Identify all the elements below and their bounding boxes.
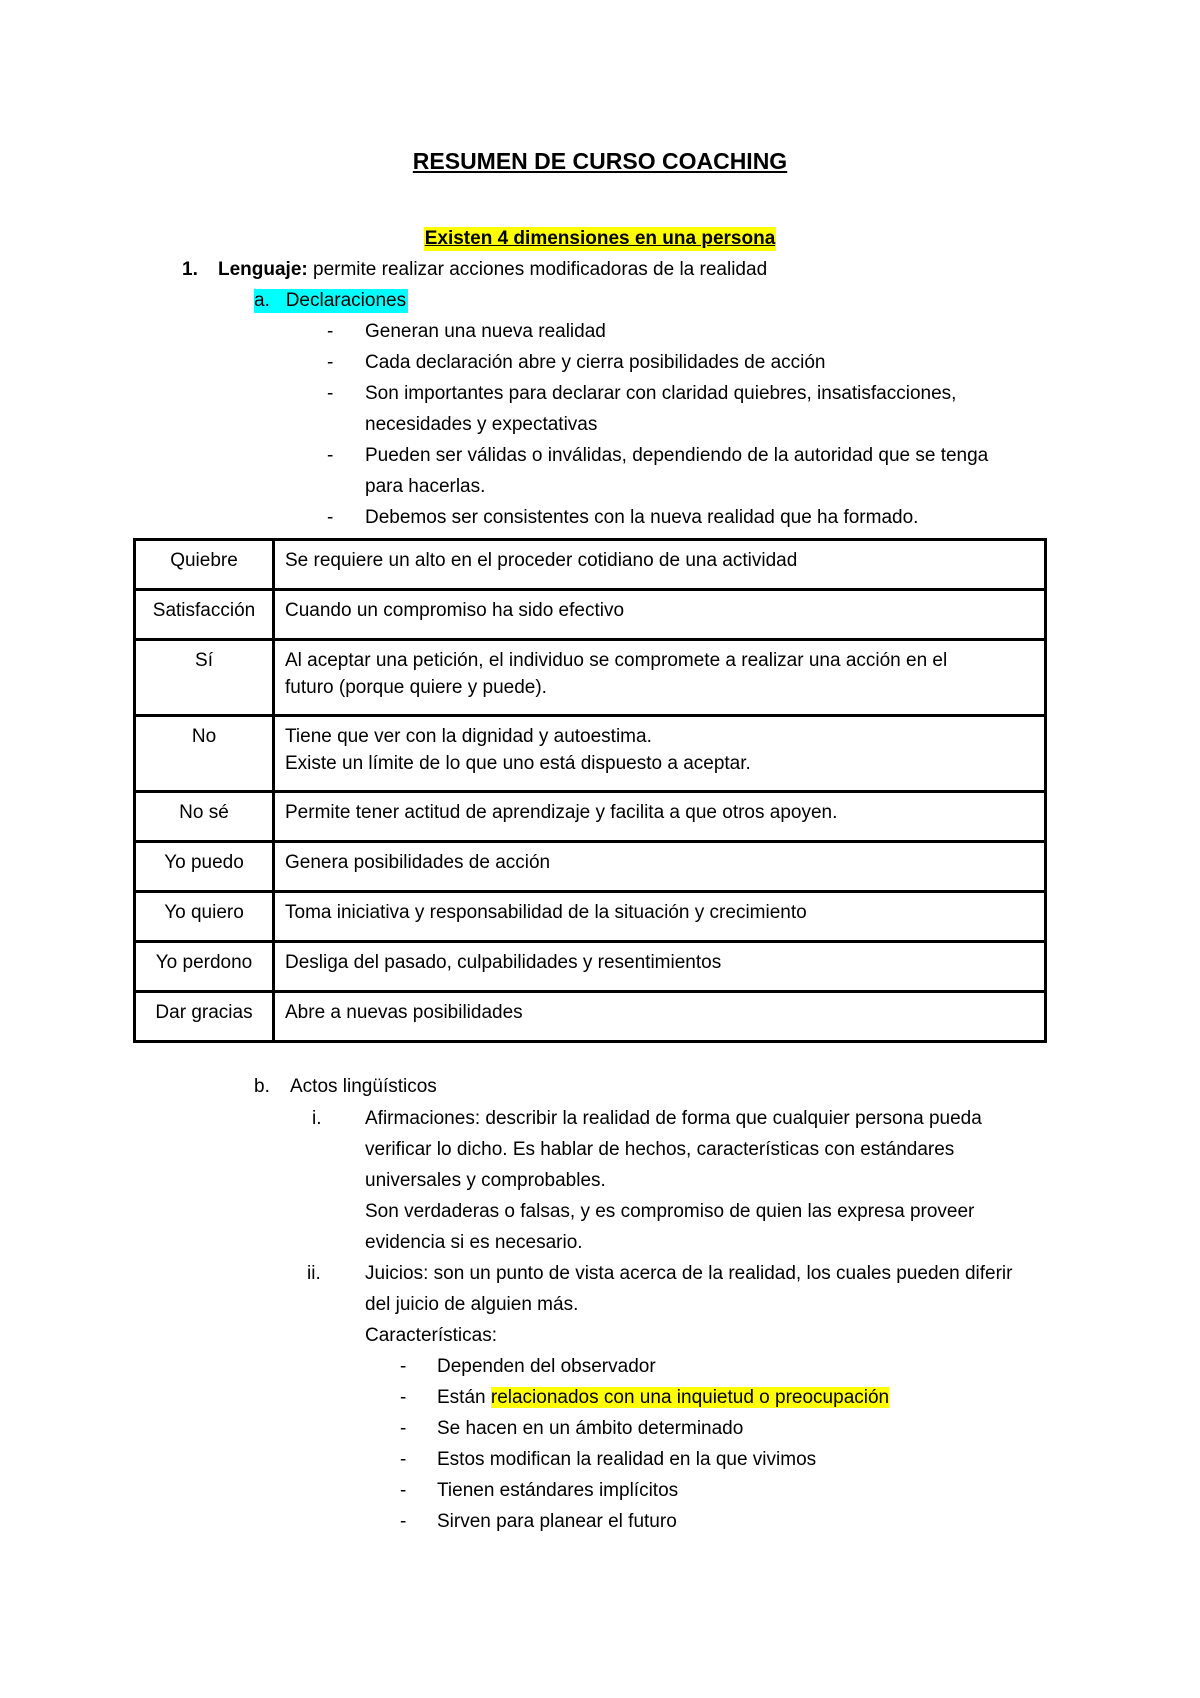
decl-bullet-3: Son importantes para declarar con claridad quiebres, insatisfacciones,	[365, 383, 957, 404]
item-i-line-2: verificar lo dicho. Es hablar de hechos, características con estándares	[365, 1139, 955, 1160]
page-title: RESUMEN DE CURSO COACHING	[412, 148, 788, 174]
table-definition: Genera posibilidades de acción	[274, 842, 1046, 892]
table-term: Quiebre	[135, 540, 274, 590]
juicio-bullet-5: Tienen estándares implícitos	[437, 1480, 679, 1501]
table-term: No sé	[135, 792, 274, 842]
highlight-text: relacionados con una inquietud o preocupación	[490, 1387, 890, 1408]
table-row	[135, 992, 1046, 1042]
item-ii-numeral: ii.	[307, 1263, 321, 1284]
table-row	[135, 540, 1046, 590]
dash-1: -	[327, 321, 334, 342]
decl-bullet-1: Generan una nueva realidad	[365, 321, 606, 342]
table-definition: Al aceptar una petición, el individuo se compromete a realizar una acción en el futuro (porque quiere y puede).	[274, 640, 1046, 716]
table-row	[135, 942, 1046, 992]
dash-j3: -	[400, 1418, 407, 1439]
table-definition: Abre a nuevas posibilidades	[274, 992, 1046, 1042]
item-ii-line-3: Características:	[365, 1325, 497, 1346]
item-i-line-1: Afirmaciones: describir la realidad de forma que cualquier persona pueda	[365, 1108, 982, 1129]
dash-j1: -	[400, 1356, 407, 1377]
table-row	[135, 640, 1046, 716]
table-definition: Desliga del pasado, culpabilidades y resentimientos	[274, 942, 1046, 992]
sub-a-letter: a.	[254, 290, 270, 311]
table-definition: Toma iniciativa y responsabilidad de la situación y crecimiento	[274, 892, 1046, 942]
dash-3: -	[327, 383, 334, 404]
sub-a-label: Declaraciones	[285, 290, 407, 311]
juicio-bullet-3: Se hacen en un ámbito determinado	[437, 1418, 744, 1439]
table-definition: Cuando un compromiso ha sido efectivo	[274, 590, 1046, 640]
section-1-number: 1.	[182, 259, 198, 280]
table-term: Yo quiero	[135, 892, 274, 942]
juicio-bullet-4: Estos modifican la realidad en la que vivimos	[437, 1449, 817, 1470]
sub-b-label: Actos lingüísticos	[290, 1076, 437, 1097]
table-definition: Permite tener actitud de aprendizaje y facilita a que otros apoyen.	[274, 792, 1046, 842]
item-i-line-5: evidencia si es necesario.	[365, 1232, 583, 1253]
decl-bullet-4-cont: para hacerlas.	[365, 476, 486, 497]
table-definition: Se requiere un alto en el proceder cotidiano de una actividad	[274, 540, 1046, 590]
table-row	[135, 842, 1046, 892]
section-1-label: Lenguaje:	[218, 259, 308, 280]
decl-bullet-3-cont: necesidades y expectativas	[365, 414, 598, 435]
table-row	[135, 590, 1046, 640]
juicio-bullet-6: Sirven para planear el futuro	[437, 1511, 677, 1532]
item-ii-line-1: Juicios: son un punto de vista acerca de la realidad, los cuales pueden diferir	[365, 1263, 1013, 1284]
table-term: No	[135, 716, 274, 792]
table-term: Yo puedo	[135, 842, 274, 892]
sub-a-heading	[254, 289, 408, 313]
table-row	[135, 716, 1046, 792]
table-row	[135, 792, 1046, 842]
item-i-line-3: universales y comprobables.	[365, 1170, 606, 1191]
item-i-numeral: i.	[312, 1108, 322, 1129]
item-i-line-4: Son verdaderas o falsas, y es compromiso de quien las expresa proveer	[365, 1201, 975, 1222]
table-definition: Tiene que ver con la dignidad y autoestima. Existe un límite de lo que uno está dispuesto a aceptar.	[274, 716, 1046, 792]
dash-5: -	[327, 507, 334, 528]
table-term: Dar gracias	[135, 992, 274, 1042]
declarations-table	[133, 538, 1047, 1043]
juicio-bullet-1: Dependen del observador	[437, 1356, 656, 1377]
decl-bullet-5: Debemos ser consistentes con la nueva realidad que ha formado.	[365, 507, 919, 528]
table-term: Satisfacción	[135, 590, 274, 640]
dash-j5: -	[400, 1480, 407, 1501]
dash-j4: -	[400, 1449, 407, 1470]
juicio-bullet-2: Están relacionados con una inquietud o preocupación	[437, 1387, 890, 1408]
decl-bullet-2: Cada declaración abre y cierra posibilidades de acción	[365, 352, 826, 373]
dash-j6: -	[400, 1511, 407, 1532]
subtitle-container	[0, 227, 1200, 251]
dash-2: -	[327, 352, 334, 373]
decl-bullet-4: Pueden ser válidas o inválidas, dependiendo de la autoridad que se tenga	[365, 445, 989, 466]
table-term: Yo perdono	[135, 942, 274, 992]
dash-4: -	[327, 445, 334, 466]
section-1-text: permite realizar acciones modificadoras de la realidad	[313, 259, 768, 280]
sub-b-letter: b.	[254, 1076, 270, 1097]
table-row	[135, 892, 1046, 942]
subtitle: Existen 4 dimensiones en una persona	[424, 228, 776, 249]
dash-j2: -	[400, 1387, 407, 1408]
item-ii-line-2: del juicio de alguien más.	[365, 1294, 579, 1315]
section-1-heading	[218, 258, 767, 282]
table-term: Sí	[135, 640, 274, 716]
